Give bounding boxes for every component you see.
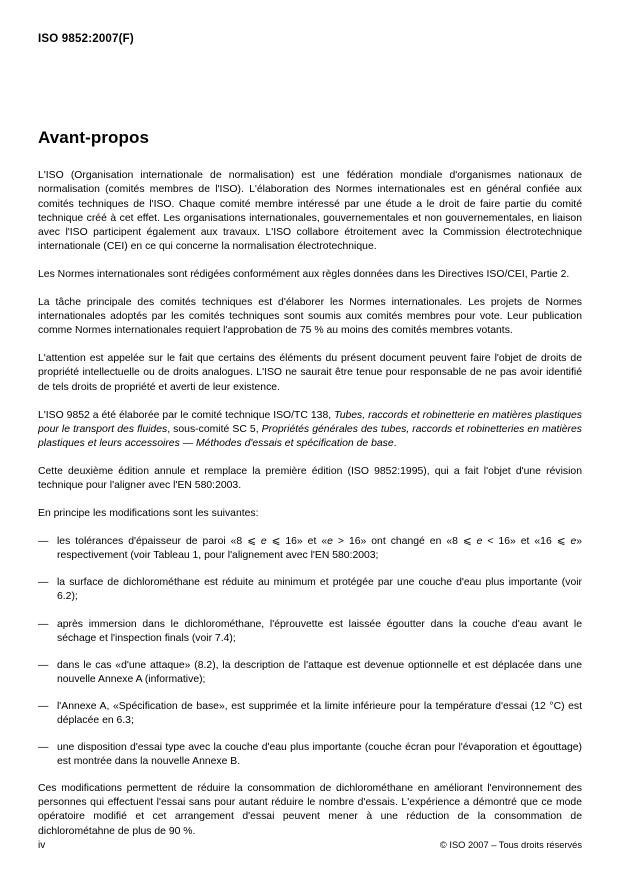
list-item (38, 618, 582, 646)
committee-text-mid: , sous-comité SC 5, (167, 423, 262, 435)
footer-page-number: iv (38, 840, 46, 851)
list-item-text: après immersion dans le dichlorométhane, l'éprouvette est laissée égoutter dans la couche d'eau avant le séchage et l'inspection finals (voir 7.4); (57, 618, 582, 644)
list-item (38, 741, 582, 769)
list-bullet-dash-icon: — (38, 577, 49, 589)
list-item-text: dans le cas «d'une attaque» (8.2), la description de l'attaque est devenue optionnelle et est déplacée dans une nouvelle Annexe A (informative); (57, 659, 582, 685)
list-bullet-dash-icon: — (38, 659, 49, 671)
footer-copyright: © ISO 2007 – Tous droits réservés (439, 840, 582, 850)
paragraph-second-edition: Cette deuxième édition annule et remplace la première édition (ISO 9852:1995), qui a fait l'objet d'une révision technique pour l'aligner avec l'EN 580:2003. (38, 465, 582, 491)
paragraph-patent-rights: L'attention est appelée sur le fait que certains des éléments du présent document peuvent faire l'objet de droits de propriété intellectuelle ou de droits analogues. L'ISO ne saurait être tenue pour responsable de ne pas avoir identifié de tels droits de propriété et averti de leur existence. (38, 353, 582, 393)
paragraph-iso-description: L'ISO (Organisation internationale de normalisation) est une fédération mondiale d'organismes nationaux de normalisation (comités membres de l'ISO). L'élaboration des Normes internationales est en général confiée aux comités techniques de l'ISO. Chaque comité membre intéressé par une étude a le droit de faire partie du comité technique créé à cet effet. Les organisations internationales, gouvernementales et non gouvernementales, en liaison avec l'ISO participent également aux travaux. L'ISO collabore étroitement avec la Commission électrotechnique internationale (CEI) en ce qui concerne la normalisation électrotechnique. (38, 170, 582, 252)
list-bullet-dash-icon: — (38, 742, 49, 754)
document-header-standard-ref: ISO 9852:2007(F) (38, 33, 134, 45)
list-item-text-a: les tolérances d'épaisseur de paroi «8 ⩽ (57, 536, 261, 548)
list-bullet-dash-icon: — (38, 618, 49, 630)
list-item-text-e: » respectivement (voir Tableau 1, pour l'alignement avec l'EN 580:2003; (57, 536, 582, 562)
paragraph-modifications-intro: En principe les modifications sont les suivantes: (38, 508, 259, 520)
list-bullet-dash-icon: — (38, 700, 49, 712)
list-item-text-c: > 16» ont changé en «8 ⩽ (332, 536, 477, 548)
committee-text-lead: L'ISO 9852 a été élaborée par le comité technique ISO/TC 138, (38, 409, 335, 421)
modifications-list (38, 535, 582, 769)
variable-e: e (327, 536, 333, 548)
committee-title-tc138: Tubes, raccords et robinetterie en matières plastiques pour le transport des fluides (38, 409, 582, 435)
list-item (38, 535, 582, 563)
list-item-text: l'Annexe A, «Spécification de base», est supprimée et la limite inférieure pour la température d'essai (12 °C) est déplacée en 6.3; (57, 700, 582, 727)
section-title: Avant-propos (38, 128, 150, 147)
variable-e: e (260, 536, 267, 548)
variable-e: e (476, 536, 483, 548)
list-item (38, 700, 582, 728)
committee-title-sc5: Propriétés générales des tubes, raccords et robinetteries en matières plastiques et leurs accessoires — Méthodes d'essais et spécification de base (38, 423, 582, 449)
list-item-text-d: < 16» et «16 ⩽ (482, 536, 571, 548)
list-item-text: une disposition d'essai type avec la couche d'eau plus importante (couche écran pour l'évaporation et égouttage) est montrée dans la nouvelle Annexe B. (57, 742, 582, 768)
paragraph-voting: La tâche principale des comités techniques est d'élaborer les Normes internationales. Les projets de Normes internationales adoptés par les comités techniques sont soumis aux comités membres pour vote. Leur publication comme Normes internationales requiert l'approbation de 75 % au moins des comités membres votants. (38, 297, 582, 337)
list-item-text: la surface de dichlorométhane est réduite au minimum et protégée par une couche d'eau plus importante (voir 6.2); (57, 577, 582, 603)
paragraph-conclusion: Ces modifications permettent de réduire la consommation de dichlorométhane en améliorant l'environnement des personnes qui effectuent l'essai sans pour autant réduire le nombre d'essais. L'expérience a démontré que ce mode opératoire modifié et cet arrangement d'essai peuvent mener à une réduction de la consommation de dichlorométahne de plus de 90 %. (38, 783, 582, 837)
list-item (38, 576, 582, 604)
list-item-text-b: ⩽ 16» et « (266, 536, 328, 548)
list-item (38, 659, 582, 687)
committee-text-end: . (393, 437, 397, 449)
list-bullet-dash-icon: — (38, 536, 49, 548)
paragraph-directives: Les Normes internationales sont rédigées conformément aux règles données dans les Directives ISO/CEI, Partie 2. (38, 268, 570, 280)
page-footer (38, 840, 582, 851)
page-content (38, 128, 582, 853)
variable-e: e (570, 536, 577, 548)
paragraph-committee (38, 409, 582, 451)
